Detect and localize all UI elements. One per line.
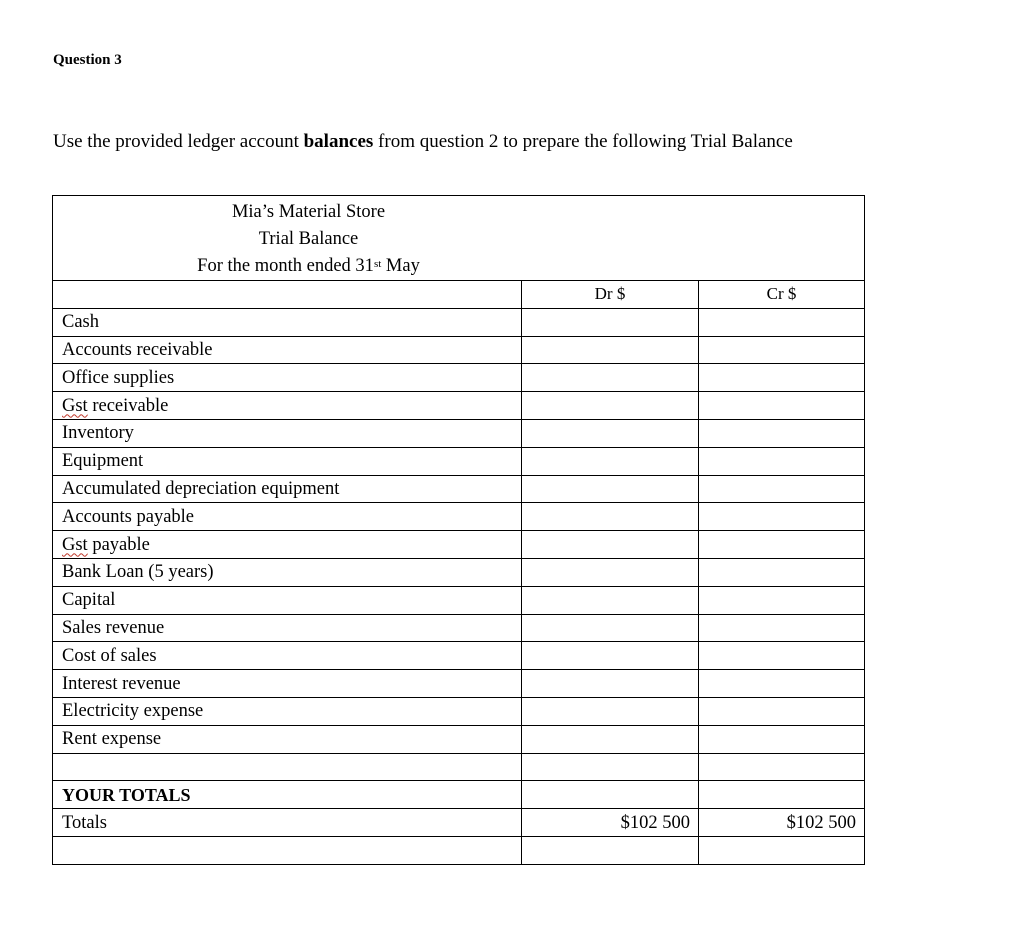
title-row	[53, 196, 865, 281]
dr-column-header: Dr $	[522, 281, 699, 309]
cr-amount-cell[interactable]	[699, 614, 865, 642]
account-name: Office supplies	[53, 364, 522, 392]
cr-amount-cell[interactable]	[699, 642, 865, 670]
table-row	[53, 558, 865, 586]
cr-amount-cell[interactable]	[699, 697, 865, 725]
totals-label: Totals	[53, 809, 522, 837]
dr-total-value: $102 500	[522, 809, 699, 837]
table-row	[53, 670, 865, 698]
table-row	[53, 336, 865, 364]
account-name: Equipment	[53, 447, 522, 475]
account-name: Cash	[53, 308, 522, 336]
cr-amount-cell[interactable]	[699, 753, 865, 781]
period-ordinal: st	[373, 258, 382, 270]
dr-amount-cell[interactable]	[522, 697, 699, 725]
dr-amount-cell[interactable]	[522, 670, 699, 698]
spellcheck-word: Gst	[62, 534, 88, 555]
dr-amount-cell[interactable]	[522, 503, 699, 531]
account-name: Sales revenue	[53, 614, 522, 642]
your-cr-total-cell[interactable]	[699, 781, 865, 809]
table-row	[53, 697, 865, 725]
cr-amount-cell[interactable]	[699, 725, 865, 753]
trial-balance-table	[52, 195, 865, 865]
dr-amount-cell[interactable]	[522, 614, 699, 642]
cr-amount-cell[interactable]	[699, 531, 865, 559]
account-name: Accounts payable	[53, 503, 522, 531]
cr-amount-cell[interactable]	[699, 586, 865, 614]
dr-amount-cell[interactable]	[522, 447, 699, 475]
account-name	[53, 392, 522, 420]
blank-cell	[699, 836, 865, 864]
cr-amount-cell[interactable]	[699, 475, 865, 503]
period-prefix: For the month ended 31	[197, 256, 374, 276]
cr-amount-cell[interactable]	[699, 558, 865, 586]
your-totals-label: YOUR TOTALS	[53, 781, 522, 809]
spellcheck-word: Gst	[62, 395, 88, 416]
table-row	[53, 447, 865, 475]
period-suffix: May	[381, 256, 420, 276]
cr-amount-cell[interactable]	[699, 670, 865, 698]
question-heading: Question 3	[53, 52, 122, 68]
business-name: Mia’s Material Store	[231, 202, 386, 222]
totals-row	[53, 809, 865, 837]
cr-amount-cell[interactable]	[699, 419, 865, 447]
dr-amount-cell[interactable]	[522, 392, 699, 420]
instructions-part-2: from question 2 to prepare the following Trial Balance	[373, 131, 793, 152]
dr-amount-cell[interactable]	[522, 753, 699, 781]
cr-amount-cell[interactable]	[699, 364, 865, 392]
table-row	[53, 614, 865, 642]
account-name: Cost of sales	[53, 642, 522, 670]
your-totals-row	[53, 781, 865, 809]
cr-amount-cell[interactable]	[699, 447, 865, 475]
dr-amount-cell[interactable]	[522, 531, 699, 559]
table-row	[53, 364, 865, 392]
blank-row	[53, 753, 865, 781]
dr-amount-cell[interactable]	[522, 308, 699, 336]
dr-amount-cell[interactable]	[522, 419, 699, 447]
dr-amount-cell[interactable]	[522, 558, 699, 586]
blank-cell	[53, 836, 522, 864]
cr-amount-cell[interactable]	[699, 392, 865, 420]
instructions-bold-word: balances	[303, 131, 374, 152]
dr-amount-cell[interactable]	[522, 725, 699, 753]
report-name: Trial Balance	[258, 229, 359, 249]
blank-row	[53, 836, 865, 864]
instructions-part-1: Use the provided ledger account	[53, 131, 304, 152]
cr-column-header: Cr $	[699, 281, 865, 309]
blank-cell	[522, 836, 699, 864]
table-row	[53, 419, 865, 447]
account-name: Accounts receivable	[53, 336, 522, 364]
account-name: Accumulated depreciation equipment	[53, 475, 522, 503]
title-cell	[53, 196, 865, 281]
header-blank-cell	[53, 281, 522, 309]
account-name-rest: receivable	[92, 395, 169, 416]
blank-cell	[53, 753, 522, 781]
cr-amount-cell[interactable]	[699, 308, 865, 336]
table-row	[53, 475, 865, 503]
table-row	[53, 503, 865, 531]
table-row	[53, 642, 865, 670]
account-name: Capital	[53, 586, 522, 614]
table-row	[53, 308, 865, 336]
dr-amount-cell[interactable]	[522, 586, 699, 614]
account-name: Interest revenue	[53, 670, 522, 698]
account-name: Rent expense	[53, 725, 522, 753]
report-period	[53, 253, 864, 280]
account-name	[53, 531, 522, 559]
cr-amount-cell[interactable]	[699, 503, 865, 531]
cr-total-value: $102 500	[699, 809, 865, 837]
your-dr-total-cell[interactable]	[522, 781, 699, 809]
cr-amount-cell[interactable]	[699, 336, 865, 364]
account-name-rest: payable	[92, 534, 150, 555]
account-name: Inventory	[53, 419, 522, 447]
table-row	[53, 531, 865, 559]
account-name: Bank Loan (5 years)	[53, 558, 522, 586]
dr-amount-cell[interactable]	[522, 364, 699, 392]
table-row	[53, 586, 865, 614]
dr-amount-cell[interactable]	[522, 642, 699, 670]
table-row	[53, 392, 865, 420]
table-row	[53, 725, 865, 753]
dr-amount-cell[interactable]	[522, 475, 699, 503]
account-name: Electricity expense	[53, 697, 522, 725]
instructions-text	[53, 131, 793, 153]
column-header-row	[53, 281, 865, 309]
dr-amount-cell[interactable]	[522, 336, 699, 364]
